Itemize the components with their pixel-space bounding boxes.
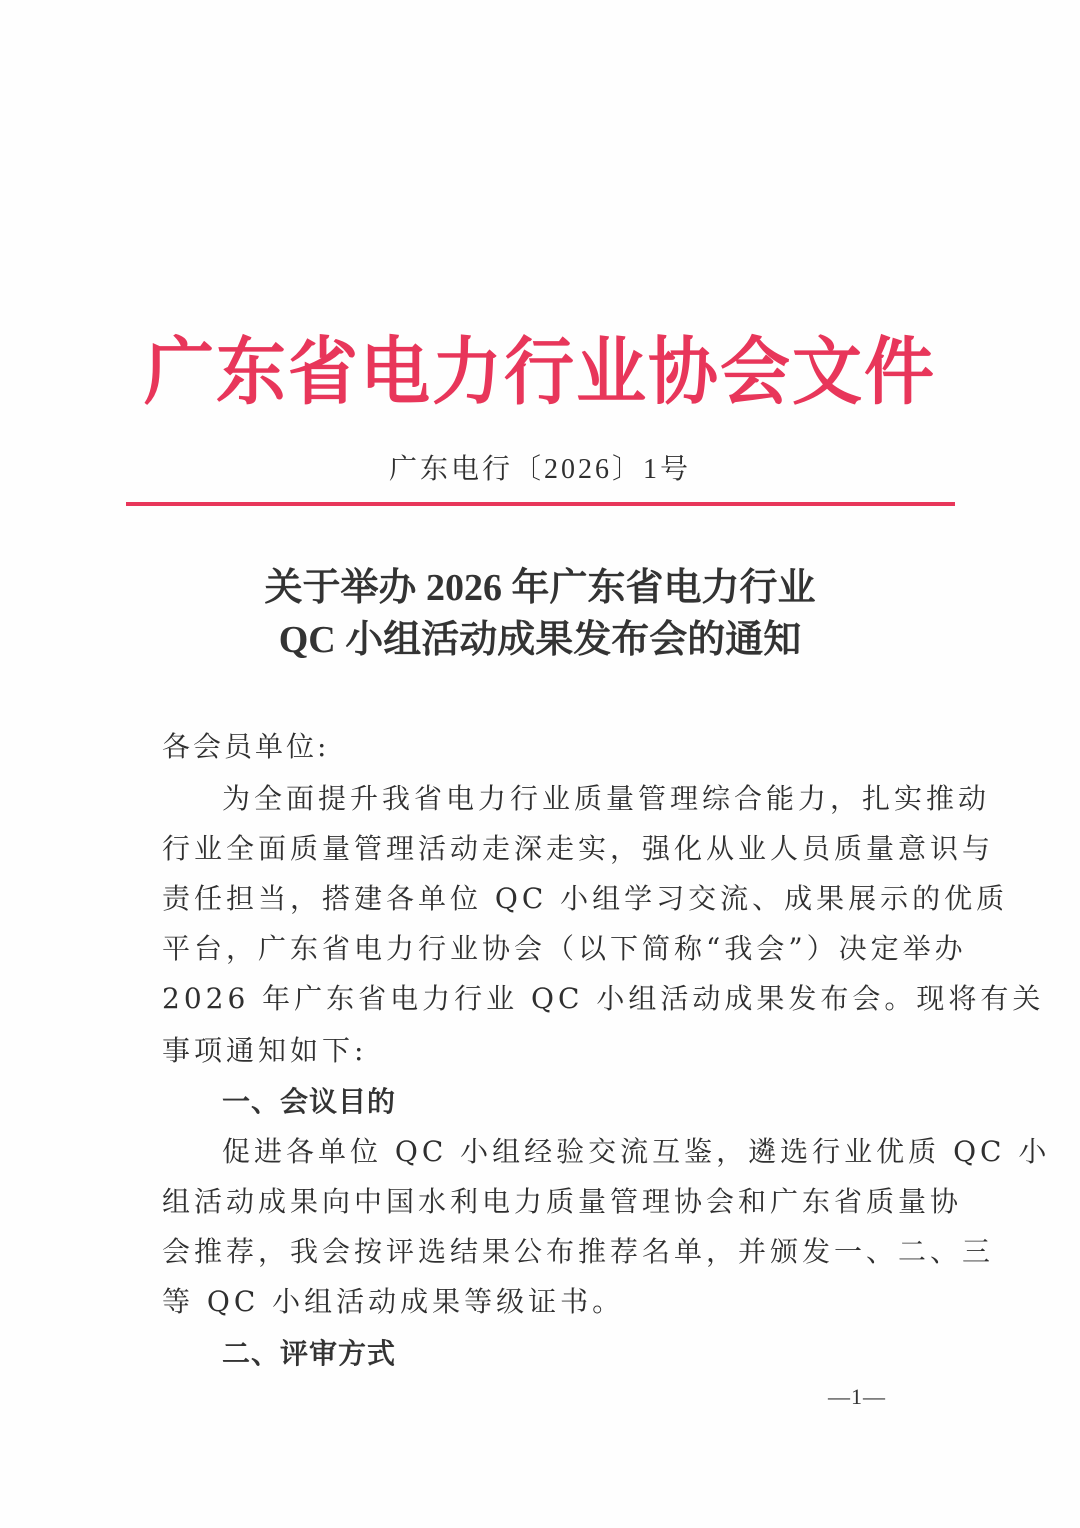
paragraph-line: 责任担当，搭建各单位 QC 小组学习交流、成果展示的优质 (162, 882, 1009, 915)
paragraph-line: 为全面提升我省电力行业质量管理综合能力，扎实推动 (222, 782, 991, 815)
section-heading-meeting-purpose: 一、会议目的 (222, 1085, 397, 1118)
paragraph-line: 组活动成果向中国水利电力质量管理协会和广东省质量协 (162, 1185, 963, 1218)
notice-title-line-2: QC 小组活动成果发布会的通知 (278, 619, 802, 661)
document-number: 广东电行〔2026〕1号 (388, 454, 691, 485)
notice-title-line-1: 关于举办 2026 年广东省电力行业 (264, 567, 816, 609)
paragraph-line: 平台，广东省电力行业协会（以下简称“我会”）决定举办 (162, 932, 967, 965)
paragraph-line: 等 QC 小组活动成果等级证书。 (162, 1285, 625, 1318)
paragraph-line: 2026 年广东省电力行业 QC 小组活动成果发布会。现将有关 (162, 982, 1045, 1015)
paragraph-line: 事项通知如下: (162, 1034, 368, 1067)
red-divider-line (126, 502, 955, 506)
paragraph-line: 行业全面质量管理活动走深走实，强化从业人员质量意识与 (162, 832, 995, 865)
salutation: 各会员单位: (162, 730, 330, 763)
paragraph-line: 会推荐，我会按评选结果公布推荐名单，并颁发一、二、三 (162, 1235, 995, 1268)
section-heading-review-method: 二、评审方式 (222, 1337, 397, 1370)
page-number: —1— (828, 1384, 886, 1409)
organization-letterhead-title: 广东省电力行业协会文件 (144, 327, 936, 416)
paragraph-line: 促进各单位 QC 小组经验交流互鉴，遴选行业优质 QC 小 (222, 1135, 1051, 1168)
